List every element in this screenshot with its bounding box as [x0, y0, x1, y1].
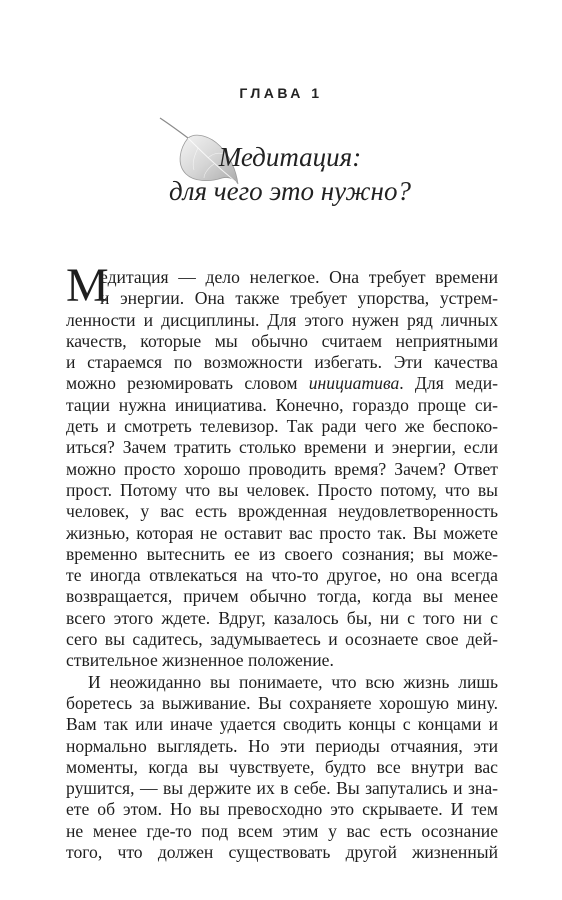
text-line: человек, у вас есть врожденная неудовлетворенность	[66, 501, 498, 522]
text-line: моменты, когда вы чувствуете, будто все внутри вас	[66, 756, 498, 777]
chapter-title-line-1: Медитация:	[218, 142, 362, 172]
text-line: сего вы садитесь, задумываетесь и осознаете свое дей-	[66, 629, 498, 650]
text-line: иться? Зачем тратить столько времени и энергии, если	[66, 437, 498, 458]
text-line: не менее где-то под всем этим у вас есть осознание	[66, 820, 498, 841]
text-line: качеств, которые мы обычно считаем неприятными	[66, 330, 498, 351]
text-line: едитация — дело нелегкое. Она требует времени	[100, 267, 498, 287]
text-line: и стараемся по возможности избегать. Эти качества	[66, 352, 498, 373]
text-line	[66, 373, 498, 394]
text-line: и энергии. Она также требует упорства, устрем-	[100, 288, 498, 309]
text-line: нормально выглядеть. Но эти периоды отчаяния, эти	[66, 735, 498, 756]
text-line: тации нужна инициатива. Конечно, гораздо проще си-	[66, 394, 498, 415]
text-line: И неожиданно вы понимаете, что всю жизнь лишь	[88, 671, 498, 692]
chapter-title	[120, 140, 460, 208]
text-line: того, что должен существовать другой жизненный	[66, 842, 498, 863]
chapter-label: ГЛАВА 1	[239, 85, 323, 101]
chapter-title-line-2: для чего это нужно?	[169, 176, 411, 206]
text-line: деть и смотреть телевизор. Так ради чего же беспоко-	[66, 416, 498, 437]
text-line: те иногда отвлекаться на что-то другое, но она всегда	[66, 565, 498, 586]
text-line: рушится, — вы держите их в себе. Вы запутались и зна-	[66, 778, 498, 799]
text-line: Вам так или иначе удается сводить концы с концами и	[66, 714, 498, 735]
text-line: ете об этом. Но вы превосходно это скрываете. И тем	[66, 799, 498, 820]
text-line: ленности и дисциплины. Для этого нужен ряд личных	[66, 309, 498, 330]
text-line: возвращается, причем обычно тогда, когда вы менее	[66, 586, 498, 607]
text-line: можно просто хорошо проводить время? Зачем? Ответ	[66, 458, 498, 479]
text-line: всего этого ждете. Вдруг, казалось бы, ни с того ни с	[66, 607, 498, 628]
text-line: прост. Потому что вы человек. Просто потому, что вы	[66, 479, 498, 500]
text-line: боретесь за выживание. Вы сохраняете хорошую мину.	[66, 692, 498, 713]
italic-term: инициатива	[308, 373, 400, 394]
text-line: временно вытеснить ее из своего сознания; вы може-	[66, 543, 498, 564]
text-line-head: можно резюмировать словом	[66, 373, 309, 394]
drop-cap: М	[66, 259, 109, 312]
text-line: жизнью, которая не оставит вас просто так. Вы можете	[66, 522, 498, 543]
text-line-tail: . Для меди-	[399, 373, 498, 394]
text-line: ствительное жизненное положение.	[66, 650, 334, 671]
body-text	[66, 259, 498, 863]
